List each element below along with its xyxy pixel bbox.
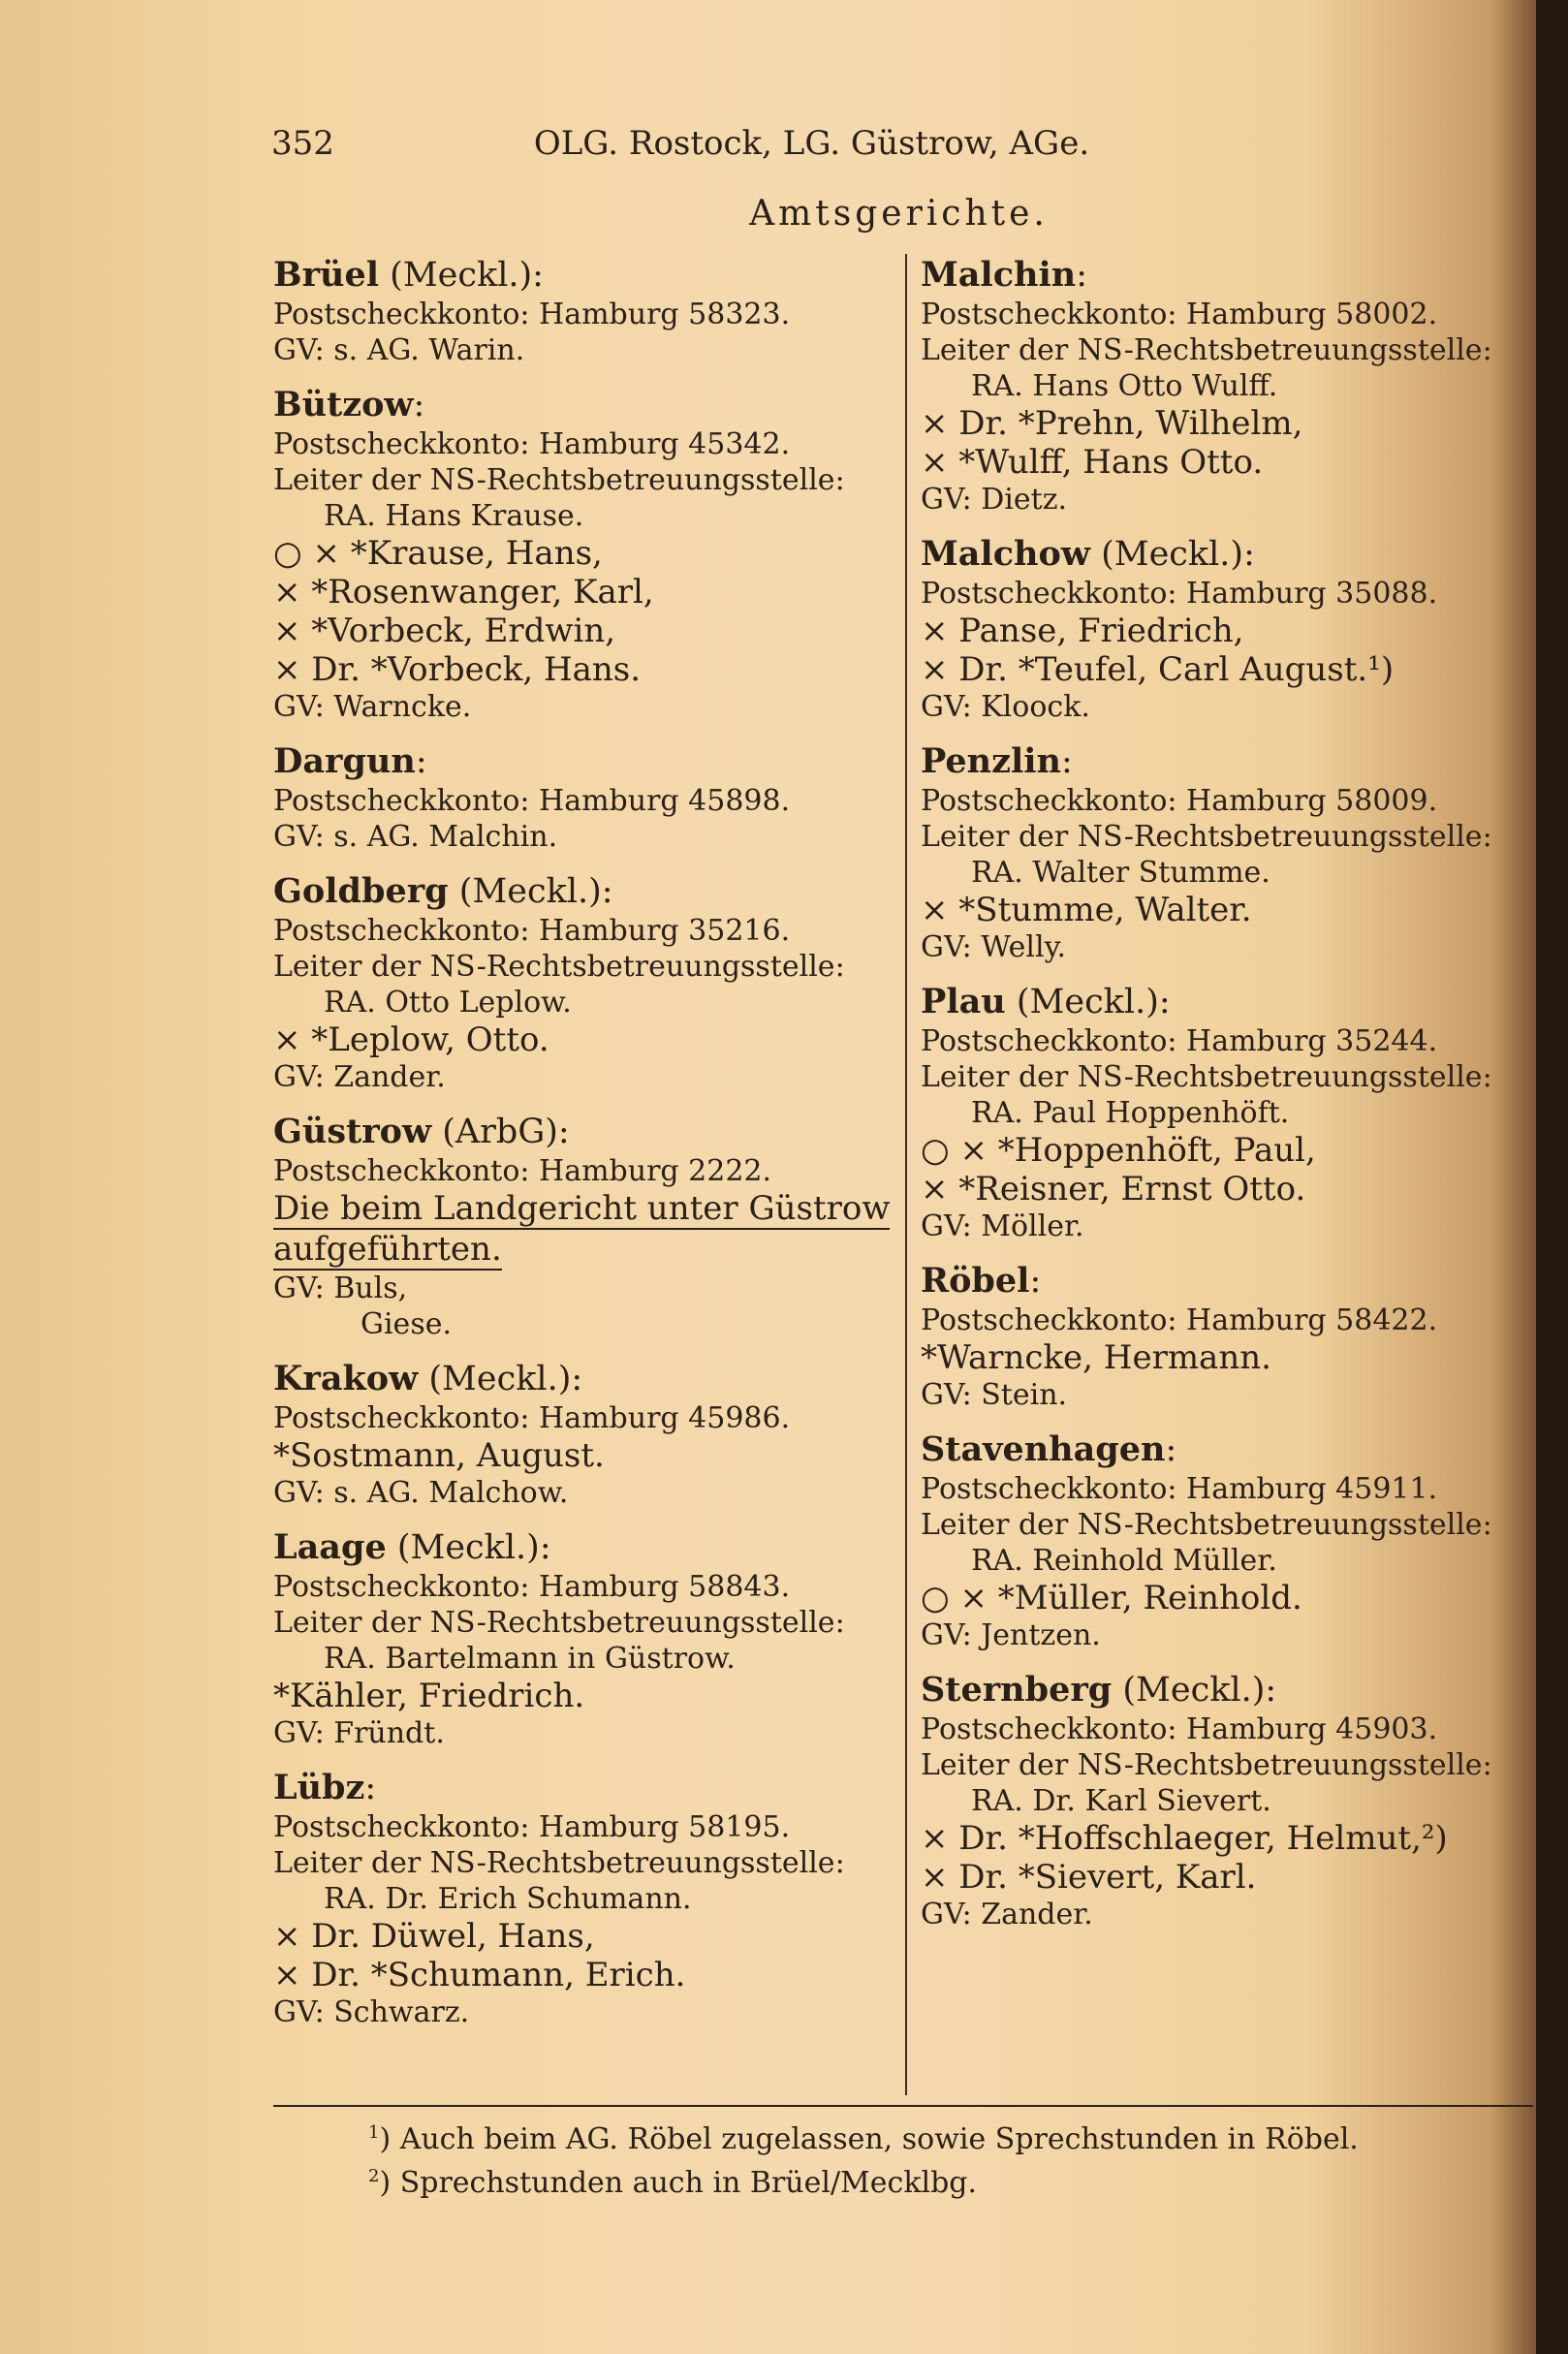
entry-line-text: × Dr. *Schumann, Erich. — [273, 1956, 686, 1994]
entry-line-text: aufgeführten. — [273, 1230, 502, 1269]
entry-line-text: Postscheckkonto: Hamburg 45898. — [273, 784, 791, 818]
entry-line — [273, 1881, 901, 1917]
entry-line — [921, 443, 1507, 482]
court-entry — [921, 254, 1507, 518]
entry-line-text: Postscheckkonto: Hamburg 35216. — [273, 914, 791, 948]
court-entry — [273, 1111, 901, 1342]
entry-line — [273, 534, 901, 573]
column-divider — [905, 254, 907, 2095]
court-name — [921, 1428, 1507, 1471]
left-column — [273, 254, 901, 2046]
entry-line — [273, 1306, 901, 1342]
entry-line — [921, 1711, 1507, 1747]
entry-line — [273, 783, 901, 819]
entry-line — [273, 1153, 901, 1189]
entry-line-text: Postscheckkonto: Hamburg 45911. — [921, 1472, 1438, 1506]
court-name-suffix: : — [1029, 1262, 1042, 1301]
court-entry — [921, 1428, 1507, 1653]
court-name — [273, 384, 901, 426]
entry-line — [921, 650, 1507, 689]
entry-line-text: Postscheckkonto: Hamburg 58009. — [921, 784, 1438, 818]
court-name — [273, 740, 901, 783]
entry-line — [273, 1845, 901, 1881]
entry-line-text: Leiter der NS-Rechtsbetreuungsstelle: — [921, 820, 1492, 854]
entry-line-text: RA. Bartelmann in Güstrow. — [324, 1642, 736, 1676]
entry-line — [921, 1819, 1507, 1858]
entry-line — [273, 462, 901, 498]
entry-line-text: × Panse, Friedrich, — [921, 612, 1244, 650]
entry-line — [921, 1131, 1507, 1170]
court-entry — [273, 384, 901, 725]
entry-line — [273, 985, 901, 1020]
entry-line — [921, 1579, 1507, 1617]
entry-line-text: × *Reisner, Ernst Otto. — [921, 1170, 1306, 1208]
entry-line-text: × *Rosenwanger, Karl, — [273, 573, 654, 612]
entry-line — [921, 783, 1507, 819]
entry-line-text: Postscheckkonto: Hamburg 35088. — [921, 577, 1438, 611]
court-name — [273, 1526, 901, 1569]
entry-line-text: GV: Warncke. — [273, 690, 472, 724]
court-entry — [273, 740, 901, 855]
court-name-text: Bützow — [273, 385, 414, 424]
court-name-suffix: : — [364, 1769, 377, 1807]
entry-line-text: Leiter der NS-Rechtsbetreuungsstelle: — [921, 333, 1492, 367]
entry-line — [273, 573, 901, 612]
court-name-suffix: (Meckl.): — [418, 1360, 583, 1398]
court-name-suffix: (Meckl.): — [1112, 1671, 1277, 1710]
entry-line-text: × Dr. Düwel, Hans, — [273, 1917, 595, 1956]
entry-line-text: *Kähler, Friedrich. — [273, 1677, 585, 1715]
court-entry — [921, 981, 1507, 1244]
footnote-text: ) Auch beim AG. Röbel zugelassen, sowie Sprechstunden in Röbel. — [379, 2122, 1359, 2156]
entry-line-text: × *Leplow, Otto. — [273, 1020, 549, 1059]
court-name-text: Lübz — [273, 1768, 365, 1807]
entry-line — [921, 891, 1507, 929]
court-name-text: Krakow — [273, 1359, 419, 1398]
entry-line-text: RA. Paul Hoppenhöft. — [971, 1096, 1290, 1130]
entry-line-text: RA. Hans Otto Wulff. — [971, 369, 1278, 403]
court-entry — [921, 1669, 1507, 1932]
court-name-suffix: : — [1076, 256, 1088, 295]
entry-line — [273, 612, 901, 650]
court-name — [921, 1669, 1507, 1711]
page-header — [271, 124, 1216, 169]
entry-line-text: Leiter der NS-Rechtsbetreuungsstelle: — [273, 1846, 845, 1880]
entry-line — [273, 332, 901, 368]
court-name-text: Penzlin — [921, 741, 1062, 781]
court-name-text: Sternberg — [921, 1670, 1113, 1710]
entry-line-text: GV: Kloock. — [921, 690, 1090, 724]
entry-line — [921, 404, 1507, 443]
entry-line — [273, 426, 901, 462]
entry-line-text: Leiter der NS-Rechtsbetreuungsstelle: — [921, 1508, 1492, 1542]
court-entry — [921, 1260, 1507, 1413]
entry-line-text: Postscheckkonto: Hamburg 45903. — [921, 1712, 1438, 1746]
entry-line — [921, 576, 1507, 612]
entry-line-text: GV: Jentzen. — [921, 1618, 1101, 1652]
entry-line-text: × *Stumme, Walter. — [921, 891, 1252, 929]
court-name-suffix: (Meckl.): — [1005, 983, 1171, 1021]
court-name-suffix: (Meckl.): — [1089, 535, 1255, 574]
entry-line — [921, 819, 1507, 855]
entry-line-text: RA. Walter Stumme. — [971, 856, 1270, 890]
entry-line-text: Leiter der NS-Rechtsbetreuungsstelle: — [921, 1060, 1492, 1094]
entry-line — [273, 1436, 901, 1475]
court-entry — [273, 870, 901, 1095]
entry-line-text: Leiter der NS-Rechtsbetreuungsstelle: — [273, 463, 845, 497]
entry-line — [273, 1641, 901, 1677]
court-name-text: Malchow — [921, 534, 1090, 574]
entry-line — [273, 1569, 901, 1605]
entry-line-text: GV: s. AG. Malchow. — [273, 1476, 569, 1510]
entry-line — [273, 1809, 901, 1845]
footnote-mark: 1 — [368, 2122, 380, 2143]
entry-line — [921, 1747, 1507, 1783]
entry-line — [273, 1020, 901, 1059]
entry-line — [921, 1617, 1507, 1653]
entry-line-text: Postscheckkonto: Hamburg 58195. — [273, 1810, 791, 1844]
entry-line-text: × Dr. *Hoffschlaeger, Helmut,²) — [921, 1819, 1448, 1858]
entry-line — [921, 1471, 1507, 1507]
page-number: 352 — [271, 124, 334, 163]
entry-line-text: × Dr. *Sievert, Karl. — [921, 1858, 1257, 1897]
entry-line — [921, 1338, 1507, 1377]
entry-line-text: GV: Stein. — [921, 1378, 1068, 1412]
court-name — [921, 981, 1507, 1023]
entry-line — [921, 689, 1507, 725]
entry-line — [921, 297, 1507, 332]
entry-line — [921, 368, 1507, 404]
court-name-text: Stavenhagen — [921, 1429, 1166, 1469]
entry-line — [921, 1059, 1507, 1095]
entry-line — [273, 1400, 901, 1436]
entry-line — [921, 482, 1507, 518]
court-entry — [273, 1526, 901, 1751]
entry-line — [921, 612, 1507, 650]
entry-line-text: Giese. — [361, 1307, 452, 1341]
court-name-text: Plau — [921, 982, 1006, 1021]
entry-line-text: × Dr. *Prehn, Wilhelm, — [921, 404, 1303, 443]
entry-line — [921, 929, 1507, 965]
entry-line-text: RA. Reinhold Müller. — [971, 1544, 1277, 1578]
entry-line-text: ○ × *Hoppenhöft, Paul, — [921, 1131, 1316, 1170]
entry-line — [273, 498, 901, 534]
entry-line — [273, 297, 901, 332]
entry-line-text: Leiter der NS-Rechtsbetreuungsstelle: — [273, 1606, 845, 1640]
entry-line-text: Leiter der NS-Rechtsbetreuungsstelle: — [273, 950, 845, 984]
entry-line — [921, 1858, 1507, 1897]
court-entry — [273, 254, 901, 368]
entry-line-text: *Warncke, Hermann. — [921, 1338, 1271, 1377]
court-name-suffix: : — [1165, 1430, 1177, 1469]
entry-line-text: Postscheckkonto: Hamburg 58002. — [921, 298, 1438, 331]
entry-line — [273, 650, 901, 689]
entry-line-text: GV: Möller. — [921, 1209, 1084, 1243]
entry-line-text: GV: Dietz. — [921, 483, 1068, 517]
court-name — [273, 1358, 901, 1400]
entry-line — [921, 1897, 1507, 1932]
entry-line — [921, 855, 1507, 891]
court-name-suffix: : — [1061, 742, 1073, 781]
court-name-text: Malchin — [921, 255, 1077, 295]
entry-line-text: RA. Dr. Karl Sievert. — [971, 1784, 1271, 1818]
entry-line — [273, 1677, 901, 1715]
court-entry — [921, 533, 1507, 725]
entry-line — [273, 1605, 901, 1641]
footnote — [368, 2158, 1359, 2202]
entry-line — [273, 1271, 901, 1306]
court-name-text: Brüel — [273, 255, 380, 295]
entry-line — [921, 1543, 1507, 1579]
right-column — [921, 254, 1507, 1948]
entry-line-text: × *Vorbeck, Erdwin, — [273, 612, 616, 650]
entry-line — [273, 1956, 901, 1994]
entry-line — [273, 1475, 901, 1511]
entry-line-text: × Dr. *Vorbeck, Hans. — [273, 650, 642, 689]
entry-line — [921, 1208, 1507, 1244]
entry-line-text: Postscheckkonto: Hamburg 58422. — [921, 1303, 1438, 1337]
entry-line — [921, 1507, 1507, 1543]
entry-line-text: ○ × *Müller, Reinhold. — [921, 1579, 1302, 1617]
court-name-suffix: (Meckl.): — [386, 1528, 551, 1567]
entry-line-text: Postscheckkonto: Hamburg 45342. — [273, 427, 791, 461]
entry-line — [921, 1377, 1507, 1413]
entry-line-text: Postscheckkonto: Hamburg 35244. — [921, 1024, 1438, 1058]
court-name — [273, 1767, 901, 1809]
entry-line — [273, 1059, 901, 1095]
court-entry — [273, 1358, 901, 1511]
entry-line — [273, 1917, 901, 1956]
entry-line-text: RA. Dr. Erich Schumann. — [324, 1882, 692, 1916]
footnote — [368, 2115, 1359, 2158]
footnote-mark: 2 — [368, 2166, 380, 2186]
entry-line — [273, 1715, 901, 1751]
court-name — [273, 870, 901, 913]
court-name-text: Goldberg — [273, 871, 449, 911]
entry-line-text: GV: Buls, — [273, 1271, 408, 1305]
entry-line-text: GV: s. AG. Malchin. — [273, 820, 558, 854]
section-title: Amtsgerichte. — [749, 194, 1049, 234]
court-name — [921, 1260, 1507, 1303]
court-name-text: Güstrow — [273, 1112, 432, 1151]
court-name-suffix: (Meckl.): — [379, 256, 544, 295]
entry-line-text: GV: Fründt. — [273, 1716, 445, 1750]
entry-line — [921, 1783, 1507, 1819]
entry-line-text: GV: Zander. — [273, 1060, 446, 1094]
entry-line-text: RA. Hans Krause. — [324, 499, 584, 533]
entry-line-text: Leiter der NS-Rechtsbetreuungsstelle: — [921, 1748, 1492, 1782]
entry-line-text: Die beim Landgericht unter Güstrow — [273, 1189, 891, 1228]
court-entry — [273, 1767, 901, 2030]
entry-line-text: × *Wulff, Hans Otto. — [921, 443, 1264, 482]
footnote-rule — [273, 2105, 1533, 2107]
entry-line — [921, 1095, 1507, 1131]
court-name — [921, 533, 1507, 576]
court-name-suffix: : — [415, 742, 427, 781]
court-name-text: Laage — [273, 1527, 387, 1567]
entry-line — [273, 913, 901, 949]
running-title: OLG. Rostock, LG. Güstrow, AGe. — [533, 124, 1090, 163]
entry-line-text: GV: Welly. — [921, 930, 1067, 964]
court-entry — [921, 740, 1507, 965]
entry-line — [273, 1189, 901, 1230]
entry-line — [921, 1303, 1507, 1338]
entry-line — [921, 332, 1507, 368]
court-name — [921, 254, 1507, 297]
entry-line-text: GV: s. AG. Warin. — [273, 333, 525, 367]
entry-line-text: GV: Zander. — [921, 1898, 1093, 1931]
entry-line-text: Postscheckkonto: Hamburg 2222. — [273, 1154, 772, 1188]
entry-line — [273, 1994, 901, 2030]
court-name-suffix: (ArbG): — [431, 1113, 570, 1151]
entry-line — [921, 1170, 1507, 1208]
entry-line — [921, 1023, 1507, 1059]
footnotes — [368, 2115, 1359, 2202]
entry-line — [273, 1230, 901, 1271]
court-name-text: Dargun — [273, 741, 416, 781]
entry-line-text: Postscheckkonto: Hamburg 58323. — [273, 298, 791, 331]
court-name-suffix: : — [413, 386, 425, 424]
entry-line-text: Postscheckkonto: Hamburg 45986. — [273, 1401, 791, 1435]
entry-line-text: × Dr. *Teufel, Carl August.¹) — [921, 650, 1395, 689]
court-name — [921, 740, 1507, 783]
court-name — [273, 1111, 901, 1153]
entry-line-text: *Sostmann, August. — [273, 1436, 605, 1475]
entry-line-text: ○ × *Krause, Hans, — [273, 534, 603, 573]
court-name — [273, 254, 901, 297]
entry-line-text: Postscheckkonto: Hamburg 58843. — [273, 1570, 791, 1604]
court-name-suffix: (Meckl.): — [448, 872, 613, 911]
court-name-text: Röbel — [921, 1261, 1030, 1301]
entry-line — [273, 819, 901, 855]
entry-line-text: GV: Schwarz. — [273, 1995, 470, 2029]
entry-line — [273, 949, 901, 985]
entry-line-text: RA. Otto Leplow. — [324, 986, 572, 1020]
footnote-text: ) Sprechstunden auch in Brüel/Mecklbg. — [379, 2166, 978, 2200]
entry-line — [273, 689, 901, 725]
